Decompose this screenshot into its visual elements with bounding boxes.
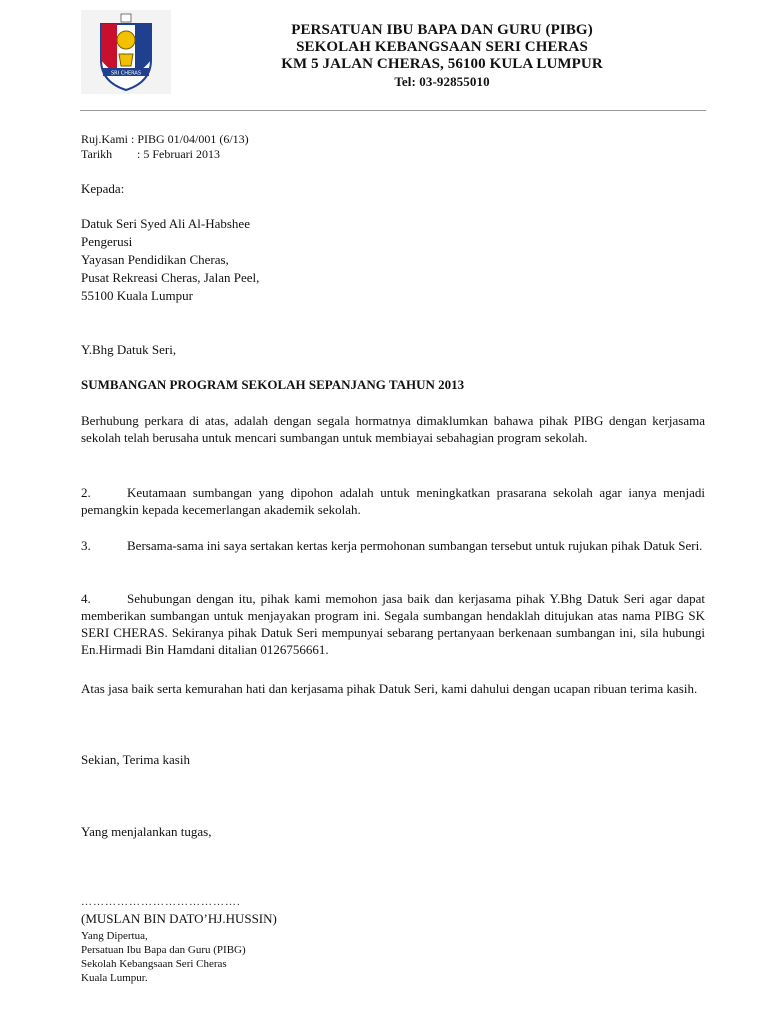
salutation: Y.Bhg Datuk Seri, (81, 342, 177, 357)
paragraph-3-text: Bersama-sama ini saya sertakan kertas kerja permohonan sumbangan tersebut untuk rujukan pihak Datuk Seri. (127, 538, 703, 553)
recipient-org: Yayasan Pendidikan Cheras, (81, 252, 229, 267)
signatory-school: Sekolah Kebangsaan Seri Cheras (81, 958, 227, 970)
date-label: Tarikh (81, 147, 113, 161)
school-name: SEKOLAH KEBANGSAAN SERI CHERAS (296, 39, 588, 55)
ref-label: Ruj.Kami : (81, 132, 135, 146)
signatory-org: Persatuan Ibu Bapa dan Guru (PIBG) (81, 944, 246, 956)
recipient-block (81, 215, 259, 305)
reference-block (81, 132, 249, 162)
date-value: : 5 Februari 2013 (137, 147, 220, 161)
paragraph-4 (81, 590, 705, 658)
signatory-details (81, 929, 246, 985)
paragraph-1: Berhubung perkara di atas, adalah dengan segala hormatnya dimaklumkan bahawa pihak PIBG dengan kerjasama sekolah telah berusaha untuk mencari sumbangan untuk membiayai sebahagian program sekolah. (81, 413, 705, 445)
telephone: Tel: 03-92855010 (394, 74, 490, 89)
signatory-role: Yang Dipertua, (81, 930, 148, 942)
paragraph-2 (81, 484, 705, 518)
paragraph-3 (81, 537, 705, 554)
paragraph-4-number: 4. (81, 591, 91, 606)
ref-value: PIBG 01/04/001 (6/13) (137, 132, 249, 146)
subject-line: SUMBANGAN PROGRAM SEKOLAH SEPANJANG TAHUN 2013 (81, 377, 465, 392)
school-crest-logo (81, 10, 171, 94)
header-divider (80, 110, 706, 111)
recipient-name: Datuk Seri Syed Ali Al-Habshee (81, 216, 250, 231)
to-label: Kepada: (81, 181, 125, 196)
closing-duty: Yang menjalankan tugas, (81, 824, 212, 839)
paragraph-2-number: 2. (81, 485, 91, 500)
paragraph-3-number: 3. (81, 538, 91, 553)
paragraph-5: Atas jasa baik serta kemurahan hati dan kerjasama pihak Datuk Seri, kami dahului dengan ucapan ribuan terima kasih. (81, 681, 698, 696)
signatory-name: (MUSLAN BIN DATO’HJ.HUSSIN) (81, 911, 277, 926)
recipient-title: Pengerusi (81, 234, 133, 249)
recipient-address-1: Pusat Rekreasi Cheras, Jalan Peel, (81, 270, 260, 285)
signature-line: …………………………………. (81, 896, 241, 908)
closing-thanks: Sekian, Terima kasih (81, 752, 190, 767)
org-name: PERSATUAN IBU BAPA DAN GURU (PIBG) (291, 22, 593, 38)
school-address: KM 5 JALAN CHERAS, 56100 KULA LUMPUR (281, 56, 603, 72)
paragraph-2-text: Keutamaan sumbangan yang dipohon adalah untuk meningkatkan prasarana sekolah agar ianya menjadi pemangkin kepada kecemerlangan akademik sekolah. (81, 485, 705, 517)
paragraph-4-text: Sehubungan dengan itu, pihak kami memohon jasa baik dan kerjasama pihak Y.Bhg Datuk Seri agar dapat memberikan sumbangan untuk menjayakan program ini. Segala sumbangan hendaklah ditujukan atas nama PIBG SK SERI CHERAS. Sekiranya pihak Datuk Seri mempunyai sebarang pertanyaan berkenaan sumbangan ini, sila hubungi En.Hirmadi Bin Hamdani ditalian 0126756661. (81, 591, 705, 657)
recipient-address-2: 55100 Kuala Lumpur (81, 288, 193, 303)
svg-text:SRI CHERAS: SRI CHERAS (111, 70, 141, 77)
letterhead (180, 22, 704, 90)
signatory-city: Kuala Lumpur. (81, 972, 148, 984)
